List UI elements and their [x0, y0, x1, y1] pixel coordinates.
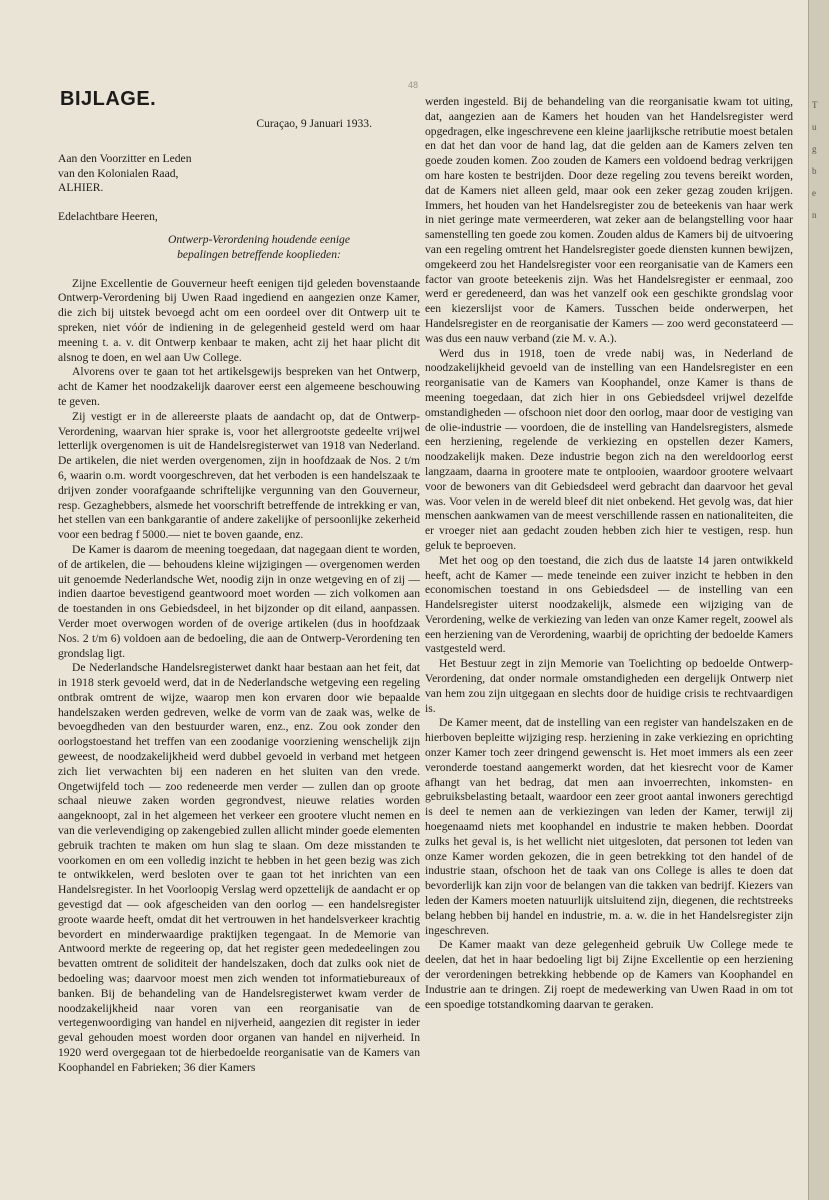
page-marker: 48	[408, 80, 419, 90]
body-paragraph: Zij vestigt er in de allereerste plaats de aandacht op, dat de Ontwerp-Verordening, waarvan hier sprake is, voor het allergrootste gedeelte vrijwel letterlijk overgenomen is uit de Handelsregisterwet van 1918 van Nederland. De artikelen, die niet werden overgenomen, zijn in hoofdzaak de Nos. 2 t/m 6, waarin o.m. wordt voorgeschreven, dat het verboden is een handelszaak te drijven zonder voorafgaande schriftelijke vergunning van den Gouverneur, resp. Gezaghebbers, alsmede het voorschrift betreffende de intrekking er van, het stellen van een bankgarantie of andere zakelijke of persoonlijke zekerheid voor een bedrag f 5000.— niet te boven gaande, enz.	[58, 409, 420, 542]
body-paragraph: Werd dus in 1918, toen de vrede nabij was, in Nederland de noodzakelijkheid gevoeld van de instelling van een Handelsregister en een reorganisatie van de Kamers van Koophandel, onze Kamer is thans de meening toegedaan, dat zich hier in ons Gebiedsdeel vrijwel dezelfde omstandigheden — ofschoon niet door den oorlog, maar door de vestiging van de olie-industrie — voordoen, die de instelling van Handelsregisters, alsmede een herziening, regelende de verkiezing en opstellen dezer Kamers, noodzakelijk maken. Deze industrie begon zich na den wereldoorlog eerst langzaam, daarna in grootere mate te ontplooien, waardoor grootere welvaart voor de bewoners van dit Gebiedsdeel werd gebracht dan daarvoor het geval was. Voor velen in de wereld bleef dit niet onbekend. Het gevolg was, dat hier menschen aankwamen van de meest verschillende rassen en nationaliteiten, die er vroeger niet aan gedacht zouden hebben zich hier te vestigen, resp. hun geluk te beproeven.	[425, 346, 793, 552]
adjacent-page-edge	[808, 0, 829, 1200]
left-column	[58, 117, 420, 1076]
address-line-1: Aan den Voorzitter en Leden	[58, 151, 192, 165]
body-paragraph: De Kamer is daarom de meening toegedaan, dat nagegaan dient te worden, of de artikelen, die — behoudens kleine wijzigingen — overgenomen werden uit genoemde Nederlandsche Wet, noodig zijn in onze wetgeving en of zij — indien daartoe bevestigend geantwoord moet worden — zich volkomen aan de toestanden in ons Gebiedsdeel, in het bijzonder op dit eiland, aanpassen. Verder moet overwogen worden of de overige artikelen (dus in hoofdzaak Nos. 2 t/m 6) voldoen aan de bedoeling, die aan de Ontwerp-Verordening ten grondslag ligt.	[58, 542, 420, 660]
body-paragraph: De Kamer meent, dat de instelling van een register van handelszaken en de hierboven bepleitte wijziging resp. herziening in zake verkiezing en oprichting onzer Kamer toch zeer dringend gewenscht is. Het moet immers als een zeer veronderde toestand aangemerkt worden, dat het kiesrecht voor de Kamer afhangt van het bedrag, dat men aan invoerrechten, inkomsten- en gebruiksbelasting betaalt, waardoor een zeer groot aantal inwoners gerechtigd is deel te nemen aan de verkiezingen van leden der Kamer, terwijl zij hoegenaamd niets met koophandel en industrie te maken hebben. Doordat zulks het geval is, is het wellicht niet uitgesloten, dat personen tot leden van onze Kamer worden gekozen, die in geen betrekking tot den handel of de industrie staan, ofschoon het de taak van ons College is alles te doen dat bevorderlijk kan zijn voor de belangen van die takken van bedrijf. Kiezers van leden der Kamers moeten natuurlijk uitsluitend zijn, diegenen, die rechtstreeks belang hebben bij handel en industrie, m. a. w. die in het Handelsregister zijn ingeschreven.	[425, 716, 793, 937]
letter-dateline: Curaçao, 9 Januari 1933.	[256, 117, 372, 130]
body-paragraph: Met het oog op den toestand, die zich dus de laatste 14 jaren ontwikkeld heeft, acht de Kamer — mede teneinde een zuiver inzicht te hebben in den economischen toestand in ons Gebiedsdeel — de instelling van een Handelsregister uiterst noodzakelijk, alsmede een wijziging van de Verordening, welke de verkiezing van leden van onze Kamer regelt, zoowel als een herziening van de Verordening, waarbij de oprichting der bedoelde Kamers vastgesteld werd.	[425, 553, 793, 656]
subject-line-2: bepalingen betreffende kooplieden:	[177, 247, 341, 261]
salutation: Edelachtbare Heeren,	[58, 210, 158, 224]
letter-subject	[98, 233, 420, 263]
subject-line-1: Ontwerp-Verordening houdende eenige	[167, 232, 351, 246]
edge-glyph: b	[812, 166, 817, 176]
page-heading: BIJLAGE.	[60, 88, 157, 110]
edge-glyph: e	[812, 188, 816, 198]
body-paragraph: De Kamer maakt van deze gelegenheid gebruik Uw College mede te deelen, dat het in haar bedoeling ligt bij Zijne Excellentie op een herziening der verordeningen betrekking hebbende op de Kamers van Koophandel en Industrie aan te dringen. Zij roept de medewerking van Uwen Raad in om tot een spoedige totstandkoming daarvan te geraken.	[425, 938, 793, 1011]
edge-glyph: u	[812, 122, 817, 132]
body-paragraph: Alvorens over te gaan tot het artikelsgewijs bespreken van het Ontwerp, acht de Kamer het noodzakelijk daarover eerst een algemeene beschouwing te geven.	[58, 365, 420, 408]
body-paragraph: werden ingesteld. Bij de behandeling van die reorganisatie kwam tot uiting, dat, aangezien aan de Kamers het houden van het Handelsregister werd opgedragen, elke ingeschrevene een kleine jaarlijksche retributie moest betalen en dat het dan voor de hand lag, dat die gelden aan de Kamers zelven ten goede zouden komen. Zoo zouden de Kamers een voldoend bedrag verkrijgen om hare kosten te bestrijden. Door deze regeling zou tevens bereikt worden, dat de Kamers niet alleen geld, maar ook een zeker gezag zouden krijgen. Immers, het houden van het Handelsregister zou de beteekenis van haar werk in niet geringe mate vermeerderen, wat zeker aan de belangstelling voor haar samenstelling ten goede zou komen. Zouden aldus de Kamers bij de uitvoering van een regeling omtrent het Handelsregister goede diensten kunnen bewijzen, omgekeerd zou het Handelsregister voor een reorganisatie van de Kamers een factor van groote beteekenis zijn. Was het Handelsregister er eenmaal, zoo werd er geredeneerd, dan was het vanzelf ook een geschikte grondslag voor een kiezerslijst voor de Kamers. Tusschen beide onderwerpen, het Handelsregister en de reorganisatie der Kamers — zoo werd geconstateerd — was dus een nauw verband (zie M. v. A.).	[425, 95, 793, 345]
edge-glyph: T	[812, 100, 818, 110]
address-line-2: van den Kolonialen Raad,	[58, 166, 179, 180]
body-paragraph: De Nederlandsche Handelsregisterwet dankt haar bestaan aan het feit, dat in 1918 sterk gevoeld werd, dat in de Nederlandsche wetgeving een regeling ontbrak omtrent de wijze, waarop men kon ervaren door wie bepaalde handelszaken werden gedreven, welke de vorm van de zaak was, welke de bevoegdheden van den bestuurder waren, enz., enz. Zou ook zonder den oorlogstoestand het treffen van een zoodanige voorziening wenschelijk zijn geweest, de noodzakelijkheid werd dubbel gevoeld in verband met hetgeen zich liet verwachten bij een naderen en het sluiten van den vrede. Ongetwijfeld toch — zoo redeneerde men verder — zullen dan op groote schaal nieuwe zaken worden gegrondvest, nieuwe relaties worden aangeknoopt, zal in het algemeen het verkeer een grootere vlucht nemen en van die verlevendiging op zakengebied zullen allicht minder goede elementen gebruik trachten te maken om hun slag te slaan. Om deze misstanden te voorkomen en om een volledig inzicht te hebben in het geen bezig was zich te ontwikkelen, werd besloten over te gaan tot het inrichten van een Handelsregister. In het Voorloopig Verslag werd opzettelijk de aandacht er op gevestigd dat — ook afgescheiden van den oorlog — een handelsregister groote waarde heeft, omdat dit het vertrouwen in het handelsverkeer krachtig bevordert en minderwaardige praktijken tegengaat. In de Memorie van Antwoord merkte de regeering op, dat het register geen mededeelingen zou bevatten omtrent de soliditeit der handelszaken, doch dat zulks ook niet de bedoeling was; daarvoor moest men zich wenden tot informatiebureaux of banken. Bij de behandeling van de Handelsregisterwet kwam verder de noodzakelijkheid naar voren van een reorganisatie van de vertegenwoordiging van handel en nijverheid, aangezien dit register in ieder geval gehouden moest worden door organen van handel en nijverheid. In 1920 werd overgegaan tot de hierbedoelde reorganisatie van de Kamers van Koophandel en Fabrieken; 36 dier Kamers	[58, 661, 420, 1074]
address-line-3: ALHIER.	[58, 181, 104, 195]
edge-glyph: g	[812, 144, 817, 154]
edge-glyph: n	[812, 210, 817, 220]
body-paragraph: Zijne Excellentie de Gouverneur heeft eenigen tijd geleden bovenstaande Ontwerp-Verordening bij Uwen Raad ingediend en aangezien onze Kamer, die zich bij uitstek bevoegd acht om een oordeel over dit Ontwerp uit te spreken, niet vóór de indiening in de gelegenheid gesteld werd om haar meening t. a. v. dit Ontwerp kenbaar te maken, acht zij het haar plicht dit alsnog te doen, en wel aan Uw College.	[58, 276, 420, 364]
body-paragraph: Het Bestuur zegt in zijn Memorie van Toelichting op bedoelde Ontwerp-Verordening, dat onder normale omstandigheden een dergelijk Ontwerp niet van hem zou zijn uitgegaan en slechts door de huidige crisis te rechtvaardigen is.	[425, 657, 793, 715]
right-column	[425, 95, 793, 1012]
